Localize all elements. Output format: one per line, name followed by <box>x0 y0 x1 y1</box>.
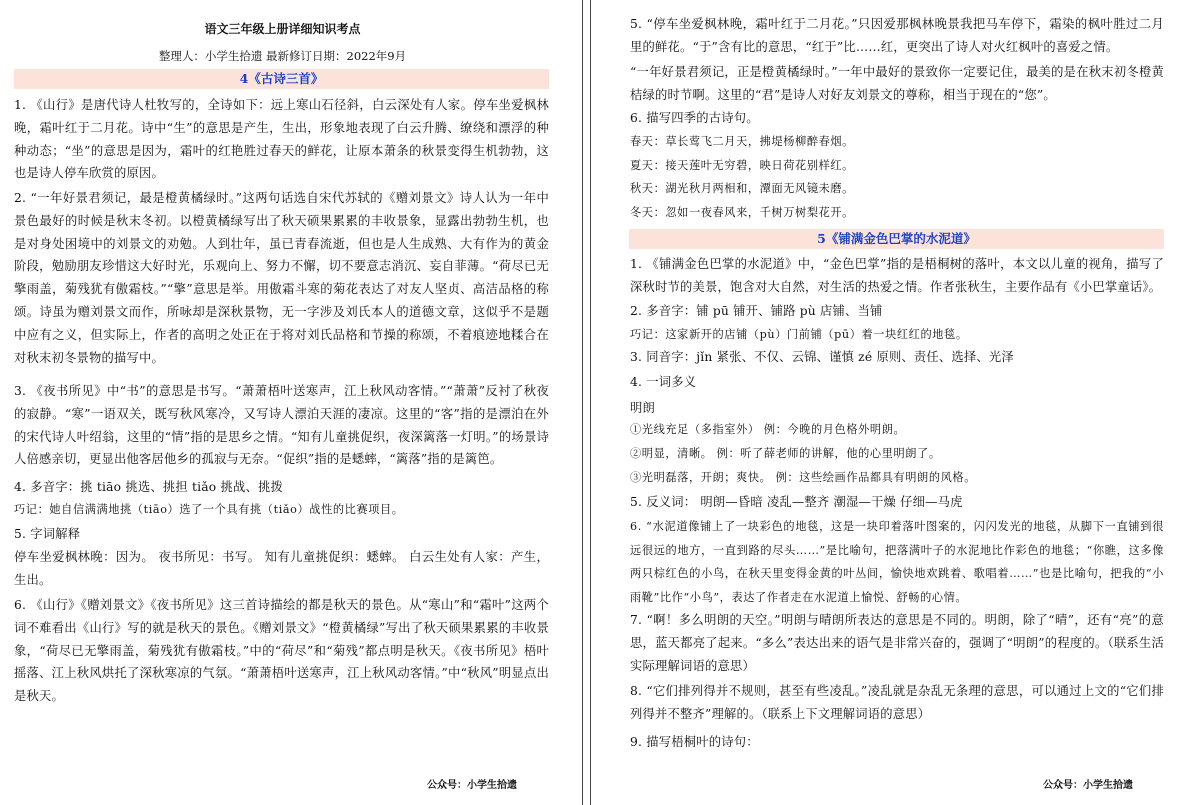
polysemy-meaning-2: ②明显，清晰。 例：听了薛老师的讲解，他的心里明朗了。 <box>630 447 941 460</box>
paragraph-wutong-poems: 9. 描写梧桐叶的诗句： <box>630 735 759 749</box>
polysemy-meaning-1: ①光线充足（多指室外） 例：今晚的月色格外明朗。 <box>630 423 906 436</box>
paragraph-lingluan: 8. “它们排列得并不规则，甚至有些凌乱。”凌乱就是杂乱无条理的意思，可以通过上文的“它们排列得并不整齐”理解的。（联系上下文理解词语的意思） <box>630 684 1164 721</box>
paragraph-seasons-heading: 6. 描写四季的古诗句。 <box>630 111 759 125</box>
paragraph-polysemy-word: 明朗 <box>630 401 655 415</box>
paragraph-autumn-scenes: 6. 《山行》《赠刘景文》《夜书所见》这三首诗描绘的都是秋天的景色。从“寒山”和“霜叶”这两个词不难看出《山行》写的就是秋天的景色。《赠刘景文》“橙黄橘绿”写出了秋天硕果累累的丰收景象，“荷尽已无擎雨盖，菊残犹有傲霜枝。”中的“荷尽”和“菊残”都点明是秋天。《夜书所见》梧叶摇落、江上秋风烘托了深秋寒凉的气氛。“萧萧梧叶送寒声，江上秋风动客情。”中“秋风”明显点出是秋天。 <box>14 598 549 704</box>
paragraph-polyphone-tiao: 4. 多音字：挑 tiāo 挑选、挑担 tiǎo 挑战、挑拨 <box>14 480 283 494</box>
section-heading-ancient-poems: 4《古诗三首》 <box>14 69 549 89</box>
paragraph-shanxing: 1. 《山行》是唐代诗人杜牧写的，全诗如下：远上寒山石径斜，白云深处有人家。停车坐爱枫林晚，霜叶红于二月花。诗中“生”的意思是产生，生出，形象地表现了白云升腾、缭绕和漂浮的种种动态；“坐”的意思是因为，霜叶的红艳胜过春天的鲜花，让原本萧条的秋景变得生机勃勃，这也是诗人停车欣赏的原因。 <box>14 98 549 181</box>
document-title: 语文三年级上册详细知识考点 <box>204 22 361 36</box>
paragraph-polyphone-pu: 2. 多音字：铺 pū 铺开、铺路 pù 店铺、当铺 <box>630 304 883 318</box>
paragraph-homophones: 3. 同音字：jǐn 紧张、不仅、云锦、谨慎 zé 原则、责任、选择、光泽 <box>630 350 1014 364</box>
section-heading-cement-road: 5《铺满金色巴掌的水泥道》 <box>629 229 1164 249</box>
paragraph-yeshusuojian: 3. 《夜书所见》中“书”的意思是书写。“萧萧梧叶送寒声，江上秋风动客情。”“萧萧”反衬了秋夜的寂静。“寒”一语双关，既写秋风寒冷，又写诗人漂泊天涯的凄凉。这里的“客”指的是漂泊在外的宋代诗人叶绍翁，这里的“情”指的是思乡之情。“知有儿童挑促织，夜深篱落一灯明。”的场景诗人倍感亲切，更显出他客居他乡的孤寂与无奈。“促织”指的是蟋蟀，“篱落”指的是篱笆。 <box>14 384 549 467</box>
left-document-page <box>0 0 565 805</box>
paragraph-metaphors: 6. “水泥道像铺上了一块彩色的地毯，这是一块印着落叶图案的，闪闪发光的地毯，从脚下一直铺到很远很远的地方，一直到路的尽头……”是比喻句，把落满叶子的水泥地比作彩色的地毯；“你瞧，这多像两只棕红色的小鸟，在秋天里变得金黄的叶丛间，愉快地欢跳着、歌唱着……”也是比喻句，把我的“小雨靴”比作“小鸟”，表达了作者走在水泥道上愉悦、舒畅的心情。 <box>630 520 1164 604</box>
paragraph-minglang: 7. “啊！多么明朗的天空。”明朗与晴朗所表达的意思是不同的。明朗，除了“晴”，还有“亮”的意思，蓝天都亮了起来。“多么”表达出来的语气是非常兴奋的，强调了“明朗”的程度的。（联系生活实际理解词语的意思） <box>630 613 1164 673</box>
season-winter-line: 冬天：忽如一夜春风来，千树万树梨花开。 <box>630 206 854 219</box>
paragraph-zeng-liujingwen: 2. “一年好景君须记，最是橙黄橘绿时。”这两句话选自宋代苏轼的《赠刘景文》诗人认为一年中景色最好的时候是秋末冬初。以橙黄橘绿写出了秋天硕果累累的丰收景象，显露出勃勃生机，也是对身处困境中的刘景文的劝勉。人到壮年，虽已青春流逝，但也是人生成熟、大有作为的黄金阶段，勉励朋友珍惜这大好时光，乐观向上、努力不懈，切不要意志消沉、妄自菲薄。“荷尽已无擎雨盖，菊残犹有傲霜枝。”“擎”意思是举。用傲霜斗寒的菊花表达了对友人坚贞、高洁品格的称颂。诗虽为赠刘景文而作，所咏却是深秋景物，无一字涉及刘氏本人的道德文章，这似乎不是题中应有之义，但实际上，作者的高明之处正在于将对刘氏品格和节操的称颂，不着痕迹地糅合在对秋末初冬景物的描写中。 <box>14 191 549 365</box>
season-spring-line: 春天：草长莺飞二月天，拂堤杨柳醉春烟。 <box>630 135 854 148</box>
paragraph-poem-translation-2: “一年好景君须记，正是橙黄橘绿时。”一年中最好的景致你一定要记住，最美的是在秋末初冬橙黄桔绿的时节啊。这里的“君”是诗人对好友刘景文的尊称，相当于现在的“您”。 <box>630 65 1164 102</box>
polysemy-meaning-3: ③光明磊落，开朗；爽快。 例：这些绘画作品都具有明朗的风格。 <box>630 471 976 484</box>
paragraph-polysemy-heading: 4. 一词多义 <box>630 375 697 389</box>
season-summer-line: 夏天：接天莲叶无穷碧，映日荷花别样红。 <box>630 159 854 172</box>
paragraph-antonyms: 5. 反义词： 明朗—昏暗 凌乱—整齐 潮湿—干燥 仔细—马虎 <box>630 495 963 509</box>
page-footer: 公众号：小学生拾遗 <box>427 780 517 791</box>
paragraph-mnemonic-pu: 巧记：这家新开的店铺（pù）门前铺（pū）着一块红红的地毯。 <box>630 328 968 341</box>
paragraph-mnemonic-tiao: 巧记：她自信满满地挑（tiāo）选了一个具有挑（tiǎo）战性的比赛项目。 <box>14 503 404 516</box>
paragraph-word-explanation-heading: 5. 字词解释 <box>14 527 81 541</box>
paragraph-word-explanations: 停车坐爱枫林晚：因为。 夜书所见：书写。 知有儿童挑促织：蟋蟀。 白云生处有人家：产生，生出。 <box>14 550 549 587</box>
paragraph-lesson-summary: 1. 《铺满金色巴掌的水泥道》中，“金色巴掌”指的是梧桐树的落叶，本文以儿童的视角，描写了深秋时节的美景，饱含对大自然，对生活的热爱之情。作者张秋生，主要作品有《小巴掌童话》。 <box>630 257 1164 294</box>
right-document-page <box>619 0 1184 805</box>
page-divider-line <box>582 0 583 805</box>
paragraph-poem-translation-1: 5. “停车坐爱枫林晚，霜叶红于二月花。”只因爱那枫林晚景我把马车停下，霜染的枫叶胜过二月里的鲜花。“于”含有比的意思，“红于”比……红，更突出了诗人对火红枫叶的喜爱之情。 <box>630 17 1164 54</box>
document-subtitle: 整理人：小学生拾遗 最新修订日期：2022年9月 <box>158 49 407 63</box>
page-divider-line <box>590 0 591 805</box>
season-autumn-line: 秋天：湖光秋月两相和，潭面无风镜未磨。 <box>630 182 854 195</box>
page-footer: 公众号：小学生拾遗 <box>1043 780 1133 791</box>
